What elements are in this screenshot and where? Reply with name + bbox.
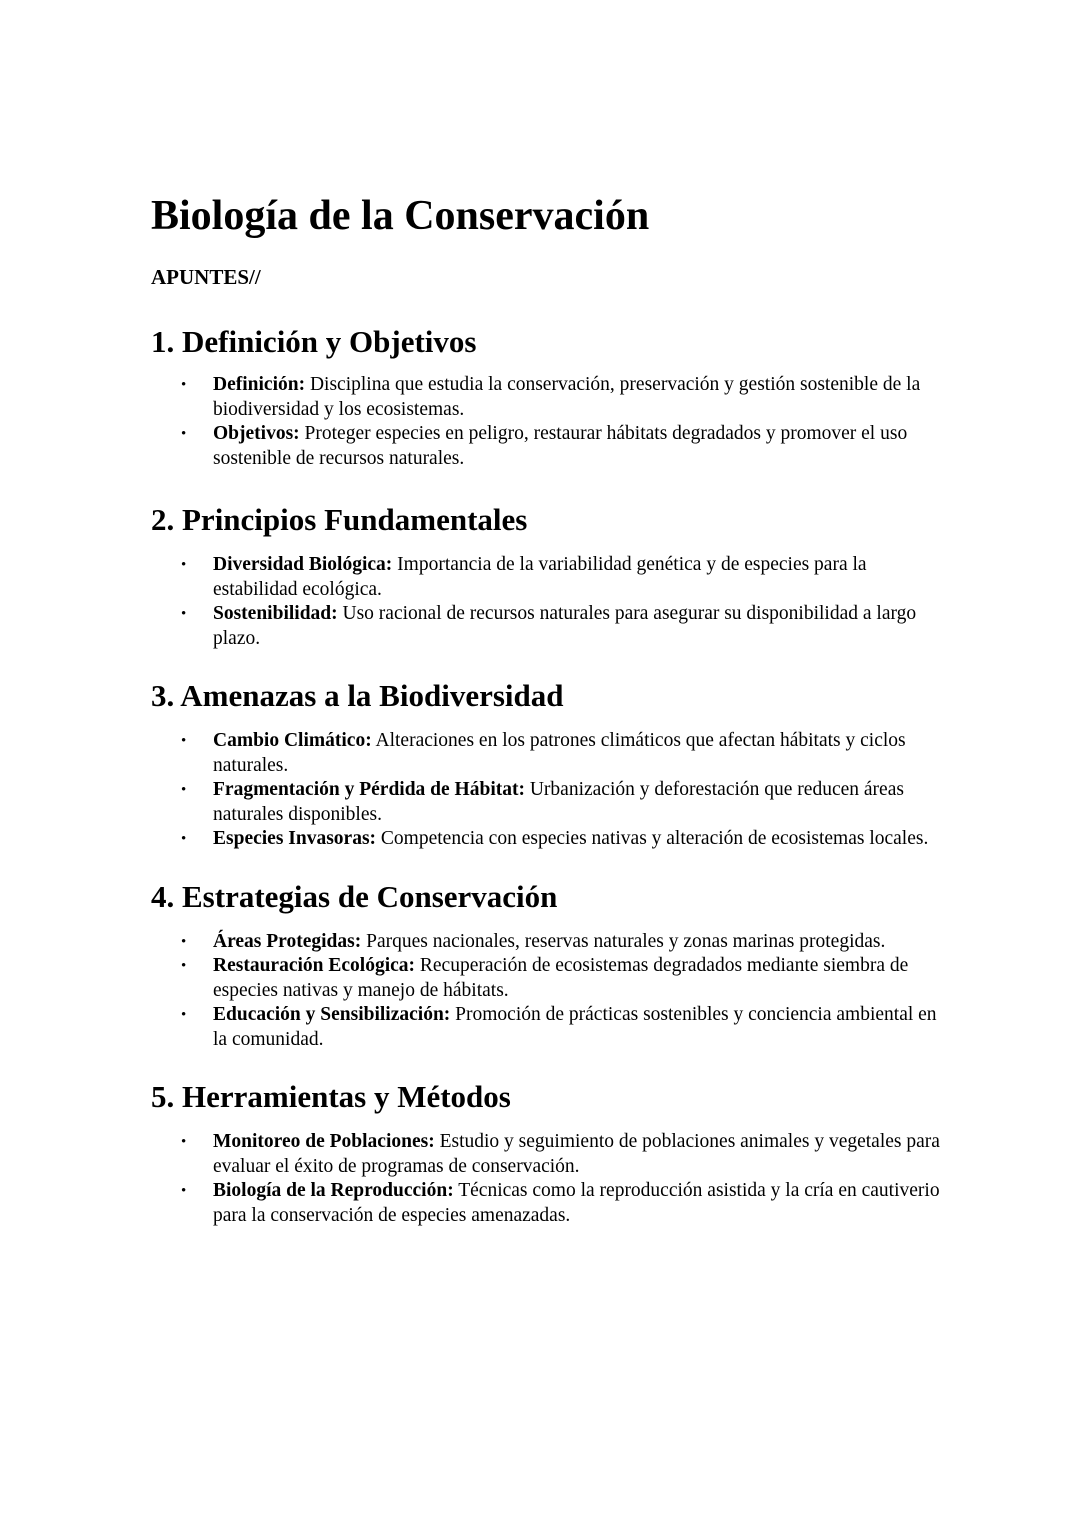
bullet-icon: • — [181, 831, 187, 847]
item-text: Técnicas como la reproducción asistida y la cría en cautiverio para la conservación de especies amenazadas. — [213, 1180, 940, 1226]
item-term: Diversidad Biológica: — [213, 554, 393, 575]
item-term: Sostenibilidad: — [213, 603, 338, 624]
section-heading: 2. Principios Fundamentales — [151, 502, 528, 537]
bullet-icon: • — [181, 933, 187, 950]
list-item — [151, 1130, 941, 1179]
section-heading: 5. Herramientas y Métodos — [151, 1079, 511, 1114]
section-heading: 1. Definición y Objetivos — [151, 324, 477, 359]
item-term: Biología de la Reproducción: — [213, 1180, 454, 1201]
bullet-icon: • — [181, 1134, 187, 1150]
list-item — [151, 602, 941, 651]
item-term: Educación y Sensibilización: — [213, 1004, 451, 1025]
item-text: Estudio y seguimiento de poblaciones animales y vegetales para evaluar el éxito de programas de conservación. — [213, 1131, 940, 1177]
bullet-icon: • — [181, 733, 187, 749]
item-text: Alteraciones en los patrones climáticos que afectan hábitats y ciclos naturales. — [213, 730, 906, 776]
item-term: Especies Invasoras: — [213, 828, 377, 849]
list-item — [151, 729, 941, 778]
item-term: Objetivos: — [213, 423, 300, 444]
list-item — [151, 778, 941, 827]
bullet-icon: • — [181, 557, 187, 573]
item-text: Disciplina que estudia la conservación, preservación y gestión sostenible de la biodiversidad y los ecosistemas. — [213, 374, 921, 420]
list-item — [151, 930, 941, 955]
item-term: Fragmentación y Pérdida de Hábitat: — [213, 779, 525, 800]
section-amenazas — [151, 677, 941, 852]
bullet-icon: • — [181, 1007, 187, 1023]
section-herramientas — [151, 1078, 941, 1228]
section-principios — [151, 501, 941, 651]
bullet-icon: • — [181, 377, 187, 393]
bullet-list — [151, 930, 941, 1053]
bullet-list — [151, 373, 941, 471]
list-item — [151, 954, 941, 1003]
item-text: Parques nacionales, reservas naturales y zonas marinas protegidas. — [366, 930, 886, 952]
section-definicion — [151, 323, 941, 471]
bullet-icon: • — [181, 782, 187, 798]
list-item — [151, 422, 941, 471]
document-subtitle: APUNTES// — [151, 265, 261, 289]
item-term: Áreas Protegidas: — [213, 930, 362, 952]
list-item — [151, 553, 941, 602]
item-text: Urbanización y deforestación que reducen áreas naturales disponibles. — [213, 779, 904, 825]
document-page — [151, 190, 941, 1228]
document-title: Biología de la Conservación — [151, 193, 650, 239]
item-text: Proteger especies en peligro, restaurar hábitats degradados y promover el uso sostenible de recursos naturales. — [213, 423, 908, 469]
item-term: Monitoreo de Poblaciones: — [213, 1131, 435, 1152]
section-heading: 4. Estrategias de Conservación — [151, 878, 558, 914]
list-item — [151, 373, 941, 422]
bullet-list — [151, 553, 941, 651]
section-heading: 3. Amenazas a la Biodiversidad — [151, 678, 564, 713]
section-estrategias — [151, 878, 941, 1053]
item-text: Recuperación de ecosistemas degradados mediante siembra de especies nativas y manejo de hábitats. — [213, 955, 909, 1001]
bullet-icon: • — [181, 1183, 187, 1199]
bullet-list — [151, 1130, 941, 1228]
item-text: Importancia de la variabilidad genética y de especies para la estabilidad ecológica. — [213, 554, 867, 600]
item-text: Promoción de prácticas sostenibles y conciencia ambiental en la comunidad. — [213, 1004, 937, 1050]
item-term: Restauración Ecológica: — [213, 955, 416, 976]
bullet-icon: • — [181, 606, 187, 622]
list-item — [151, 1179, 941, 1228]
bullet-icon: • — [181, 426, 187, 442]
list-item — [151, 1003, 941, 1052]
bullet-icon: • — [181, 958, 187, 974]
bullet-list — [151, 729, 941, 852]
item-text: Uso racional de recursos naturales para asegurar su disponibilidad a largo plazo. — [213, 603, 917, 649]
item-term: Cambio Climático: — [213, 730, 372, 751]
item-term: Definición: — [213, 374, 306, 395]
list-item — [151, 827, 941, 852]
item-text: Competencia con especies nativas y alteración de ecosistemas locales. — [380, 828, 929, 849]
